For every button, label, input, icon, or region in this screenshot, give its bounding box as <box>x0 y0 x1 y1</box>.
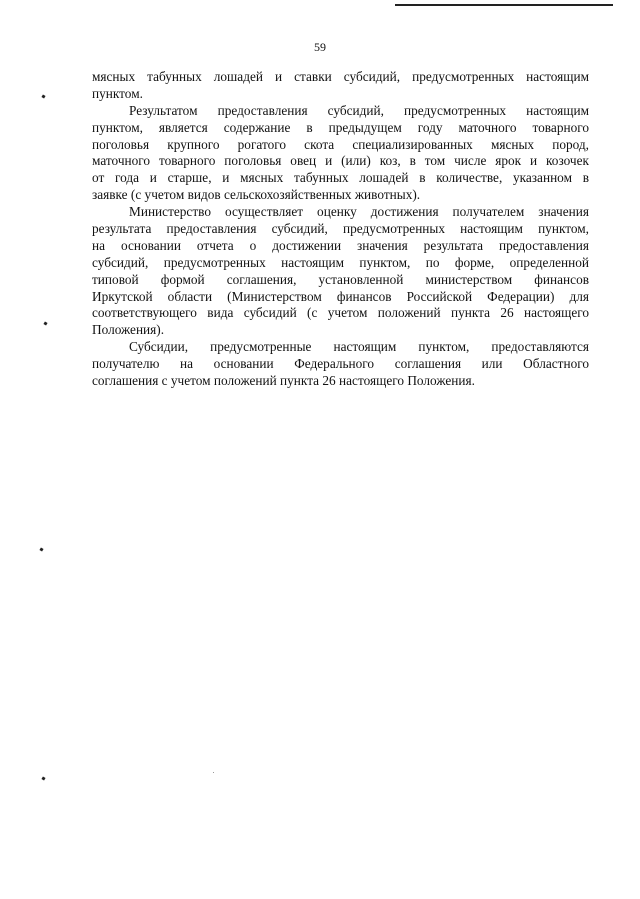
text-line: Положения). <box>92 322 165 338</box>
paragraph <box>92 204 589 339</box>
text-line: получателю на основании Федерального соглашения или Областного <box>92 356 589 372</box>
text-line: заявке (с учетом видов сельскохозяйственных животных). <box>92 187 421 203</box>
text-line: пунктом, является содержание в предыдущем году маточного товарного <box>92 119 589 135</box>
document-body <box>92 69 589 390</box>
text-line: маточного товарного поголовья овец и (или) коз, в том числе ярок и козочек <box>92 153 589 169</box>
paragraph <box>92 339 589 390</box>
page-number: 59 <box>314 40 326 54</box>
scan-mark <box>39 547 43 551</box>
text-line: Министерство осуществляет оценку достижения получателем значения <box>129 204 589 220</box>
text-line: Иркутской области (Министерством финансов Российской Федерации) для <box>92 288 589 304</box>
text-line: соответствующего вида субсидий (с учетом положений пункта 26 настоящего <box>92 305 589 321</box>
scan-mark <box>43 321 47 325</box>
text-line: результата предоставления субсидий, предусмотренных настоящим пунктом, <box>92 221 589 237</box>
top-rule <box>395 4 613 6</box>
text-line: Результатом предоставления субсидий, предусмотренных настоящим <box>129 102 589 118</box>
scan-mark <box>41 94 45 98</box>
text-line: поголовья крупного рогатого скота специализированных мясных пород, <box>92 136 589 152</box>
scan-speck <box>213 772 214 773</box>
text-line: на основании отчета о достижении значения результата предоставления <box>92 237 589 253</box>
text-line: субсидий, предусмотренных настоящим пунктом, по форме, определенной <box>92 254 589 270</box>
text-line: Субсидии, предусмотренные настоящим пунктом, предоставляются <box>129 339 589 355</box>
paragraph <box>92 69 589 103</box>
text-line: соглашения с учетом положений пункта 26 настоящего Положения. <box>92 373 475 389</box>
text-line: от года и старше, и мясных табунных лошадей в количестве, указанном в <box>92 170 589 186</box>
paragraph <box>92 103 589 204</box>
scan-mark <box>41 776 45 780</box>
text-line: пунктом. <box>92 85 143 101</box>
text-line: типовой формой соглашения, установленной министерством финансов <box>92 271 589 287</box>
text-line: мясных табунных лошадей и ставки субсидий, предусмотренных настоящим <box>92 69 589 84</box>
